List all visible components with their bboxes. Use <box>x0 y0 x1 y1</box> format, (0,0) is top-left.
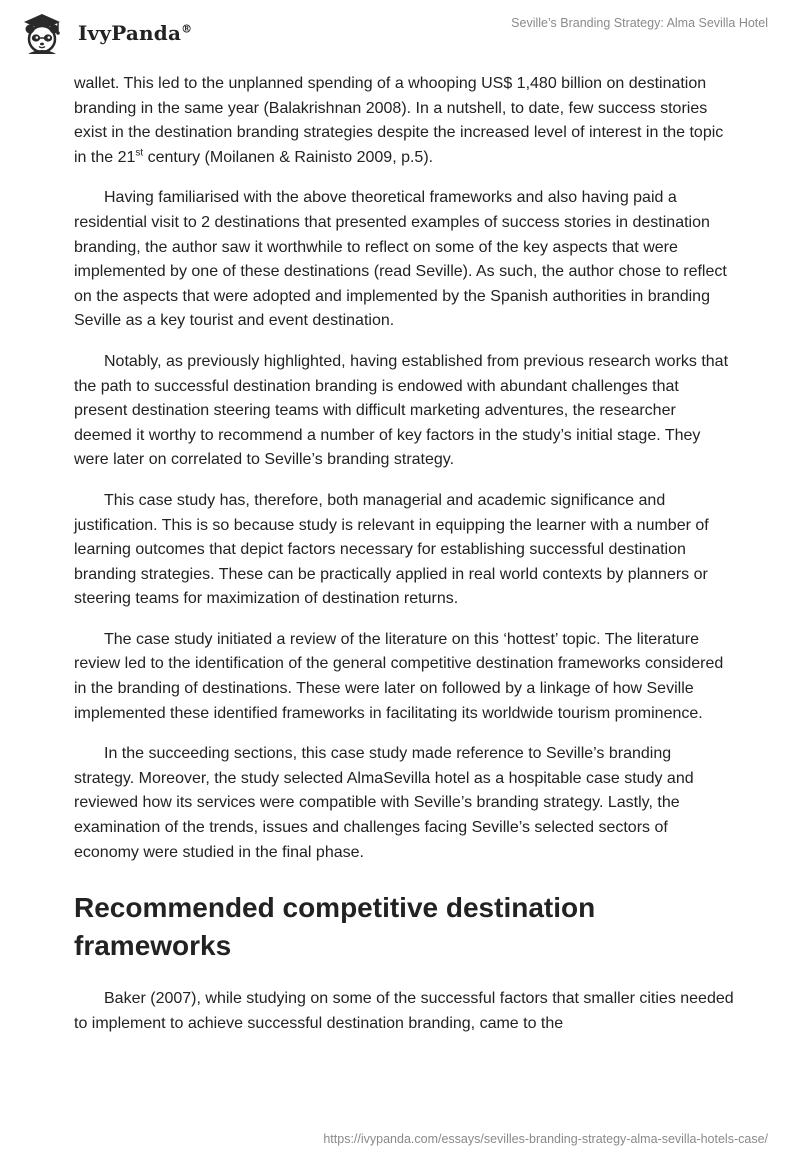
source-url[interactable]: https://ivypanda.com/essays/sevilles-branding-strategy-alma-sevilla-hotels-case/ <box>323 1132 768 1146</box>
paragraph: The case study initiated a review of the literature on this ‘hottest’ topic. The literature review led to the identification of the general competitive destination frameworks considered in the branding of destinations. These were later on followed by a linkage of how Seville implemented these identified frameworks in facilitating its worldwide tourism prominence. <box>74 630 724 722</box>
paragraph-continuation: wallet. This led to the unplanned spending of a whooping US$ 1,480 billion on destination branding in the same year (Balakrishnan 2008). In a nutshell, to date, few success stories exist in the destination branding strategies despite the increased level of interest in the topic in the 21st century (Moilanen & Rainisto 2009, p.5). <box>74 75 724 166</box>
paragraph: In the succeeding sections, this case study made reference to Seville’s branding strategy. Moreover, the study selected AlmaSevilla hotel as a hospitable case study and reviewed how its services were compatible with Seville’s branding strategy. Lastly, the examination of the trends, issues and challenges facing Seville’s selected sectors of economy were studied in the final phase. <box>74 745 694 861</box>
essay-body <box>74 72 734 1052</box>
logo-wordmark: IvyPanda® <box>78 21 193 45</box>
ivypanda-logo[interactable] <box>14 10 192 56</box>
paragraph: This case study has, therefore, both managerial and academic significance and justification. This is so because study is relevant in equipping the learner with a number of learning outcomes that depict factors necessary for establishing successful destination branding strategies. These can be practically applied in real world contexts by planners or steering teams for maximization of destination returns. <box>74 491 709 608</box>
paragraph: Having familiarised with the above theoretical frameworks and also having paid a residential visit to 2 destinations that presented examples of success stories in destination branding, the author saw it worthwhile to reflect on some of the key aspects that were implemented by one of these destinations (read Seville). As such, the author chose to reflect on the aspects that were adopted and implemented by the Spanish authorities in branding Seville as a key tourist and event destination. <box>74 189 727 330</box>
page-header <box>0 0 800 70</box>
paragraph: Baker (2007), while studying on some of the successful factors that smaller cities needed to implement to achieve successful destination branding, came to the <box>74 990 734 1032</box>
section-heading: Recommended competitive destination frameworks <box>74 892 596 962</box>
panda-graduate-icon <box>14 10 70 56</box>
paragraph: Notably, as previously highlighted, having established from previous research works that the path to successful destination branding is endowed with abundant challenges that present destination steering teams with difficult marketing adventures, the researcher deemed it worthy to recommend a number of key factors in the study’s initial stage. They were later on correlated to Seville’s branding strategy. <box>74 352 729 469</box>
document-title: Seville’s Branding Strategy: Alma Sevilla Hotel <box>511 16 768 30</box>
